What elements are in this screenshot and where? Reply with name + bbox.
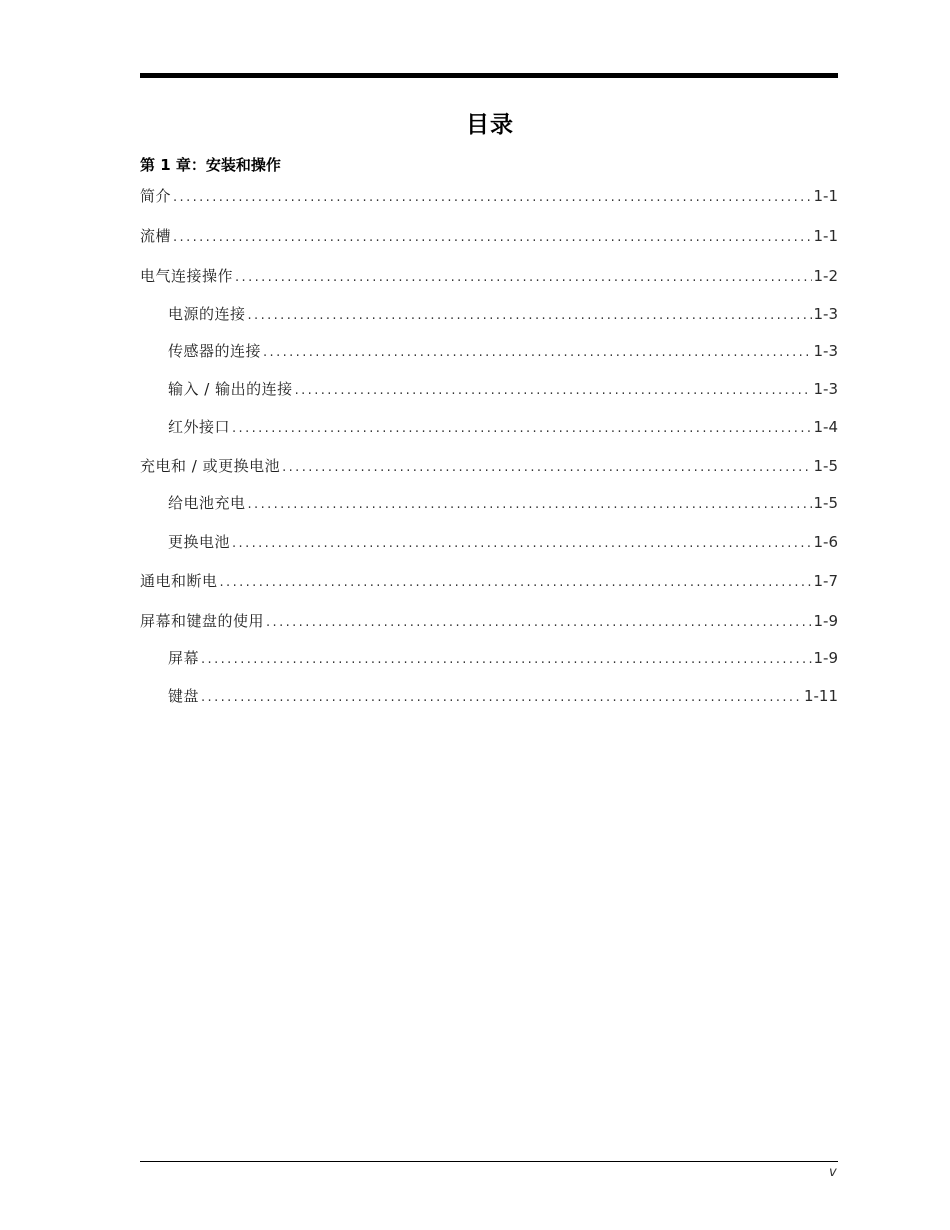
toc-leader [282,458,811,478]
toc-leader [173,228,811,248]
toc-entry-page: 1-3 [813,305,838,323]
toc-entry[interactable] [140,186,838,206]
top-rule [140,73,838,78]
toc-leader [266,613,811,633]
toc-entry-page: 1-11 [803,687,838,705]
toc-leader [232,419,811,439]
toc-entry-label: 屏幕 [168,649,200,667]
toc-leader [232,534,811,554]
toc-entry-page: 1-3 [813,342,838,360]
bottom-rule [140,1161,838,1162]
toc-leader [201,688,802,708]
toc-entry-label: 充电和 / 或更换电池 [140,457,281,475]
toc-entry[interactable] [168,341,838,361]
toc-entry-page: 1-1 [813,227,838,245]
toc-entry-label: 输入 / 输出的连接 [168,380,293,398]
toc-leader [263,343,811,363]
toc-entry-label: 屏幕和键盘的使用 [140,612,265,630]
toc-entry-label: 流槽 [140,227,172,245]
toc-entry[interactable] [140,456,838,476]
toc-entry-label: 通电和断电 [140,572,218,590]
toc-entry[interactable] [168,417,838,437]
toc-entry-page: 1-3 [813,380,838,398]
toc-leader [220,573,812,593]
toc-leader [248,495,812,515]
toc-entry-label: 更换电池 [168,533,231,551]
toc-leader [295,381,812,401]
toc-entry-label: 简介 [140,187,172,205]
toc-leader [201,650,811,670]
toc-entry-page: 1-9 [813,612,838,630]
toc-entry[interactable] [140,226,838,246]
toc-entry-label: 电源的连接 [168,305,246,323]
toc-entry-page: 1-2 [813,267,838,285]
toc-entry-page: 1-9 [813,649,838,667]
toc-entry[interactable] [168,304,838,324]
toc-entry[interactable] [168,379,838,399]
toc-entry-label: 电气连接操作 [140,267,234,285]
chapter-heading: 第 1 章：安装和操作 [140,156,281,174]
toc-entry-page: 1-5 [813,494,838,512]
toc-leader [235,268,811,288]
toc-entry[interactable] [168,686,838,706]
toc-entry[interactable] [168,532,838,552]
toc-entry[interactable] [140,266,838,286]
toc-entry[interactable] [168,648,838,668]
toc-entry-page: 1-7 [813,572,838,590]
toc-entry-page: 1-4 [813,418,838,436]
toc-entry-label: 红外接口 [168,418,231,436]
toc-leader [248,306,812,326]
page-number: v [829,1165,837,1180]
toc-entry-label: 传感器的连接 [168,342,262,360]
toc-entry[interactable] [140,571,838,591]
toc-entry-label: 键盘 [168,687,200,705]
toc-entry-page: 1-5 [813,457,838,475]
toc-leader [173,188,811,208]
page-title: 目录 [466,112,514,138]
toc-entry-page: 1-6 [813,533,838,551]
toc-entry[interactable] [168,493,838,513]
toc-entry[interactable] [140,611,838,631]
toc-entry-label: 给电池充电 [168,494,246,512]
toc-entry-page: 1-1 [813,187,838,205]
